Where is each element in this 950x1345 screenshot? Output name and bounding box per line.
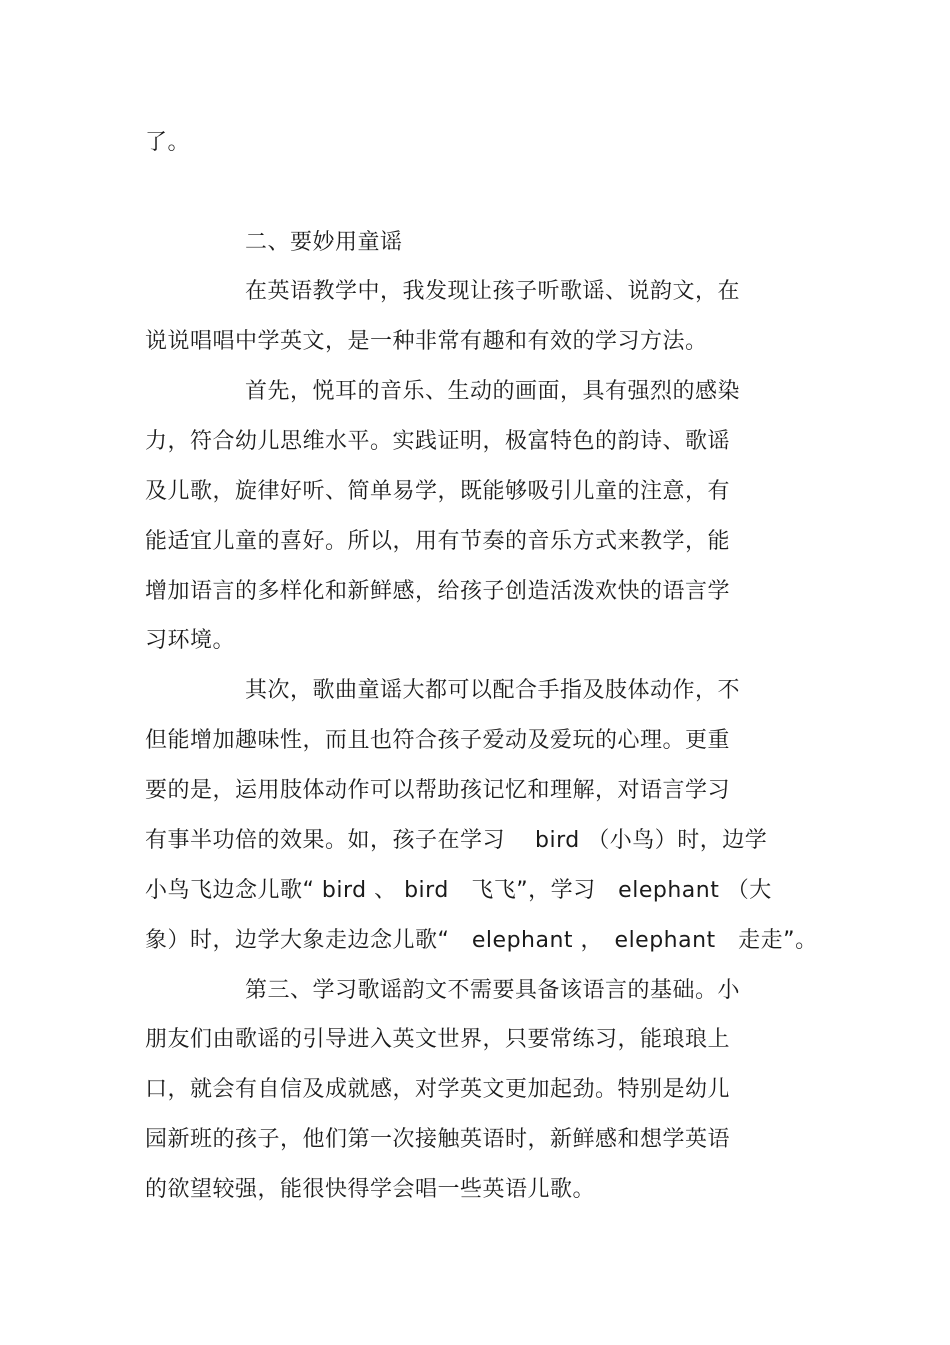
- text-line-8: 能适宜儿童的喜好。所以，用有节奏的音乐方式来教学，能: [145, 529, 731, 554]
- text-line-15: 小鸟飞边念儿歌“ bird 、 bird 飞飞”，学习 elephant （大: [145, 878, 772, 903]
- text-line-16: 象）时，边学大象走边念儿歌“ elephant ， elephant 走走”。: [145, 928, 818, 953]
- text-line-9: 增加语言的多样化和新鲜感，给孩子创造活泼欢快的语言学: [145, 579, 731, 604]
- text-line-18: 朋友们由歌谣的引导进入英文世界，只要常练习，能琅琅上: [145, 1027, 731, 1052]
- text-line-4: 说说唱唱中学英文，是一种非常有趣和有效的学习方法。: [145, 329, 708, 354]
- text-line-17: 第三、学习歌谣韵文不需要具备该语言的基础。小: [245, 978, 741, 1003]
- text-line-5: 首先，悦耳的音乐、生动的画面，具有强烈的感染: [245, 379, 741, 404]
- text-line-11: 其次，歌曲童谣大都可以配合手指及肢体动作，不: [245, 678, 741, 703]
- text-line-21: 的欲望较强，能很快得学会唱一些英语儿歌。: [145, 1177, 596, 1202]
- text-line-6: 力，符合幼儿思维水平。实践证明，极富特色的韵诗、歌谣: [145, 429, 731, 454]
- text-line-14: 有事半功倍的效果。如，孩子在学习 bird （小鸟）时，边学: [145, 828, 768, 853]
- text-line-10: 习环境。: [145, 628, 236, 653]
- text-line-20: 园新班的孩子，他们第一次接触英语时，新鲜感和想学英语: [145, 1127, 731, 1152]
- text-line-19: 口，就会有自信及成就感，对学英文更加起劲。特别是幼儿: [145, 1077, 731, 1102]
- section-heading: 二、要妙用童谣: [245, 230, 403, 255]
- text-line-7: 及儿歌，旋律好听、简单易学，既能够吸引儿童的注意，有: [145, 479, 731, 504]
- text-line-12: 但能增加趣味性，而且也符合孩子爱动及爱玩的心理。更重: [145, 728, 731, 753]
- text-line-3: 在英语教学中，我发现让孩子听歌谣、说韵文，在: [245, 279, 741, 304]
- text-line-13: 要的是，运用肢体动作可以帮助孩记忆和理解，对语言学习: [145, 778, 731, 803]
- text-line-1: 了。: [145, 130, 191, 155]
